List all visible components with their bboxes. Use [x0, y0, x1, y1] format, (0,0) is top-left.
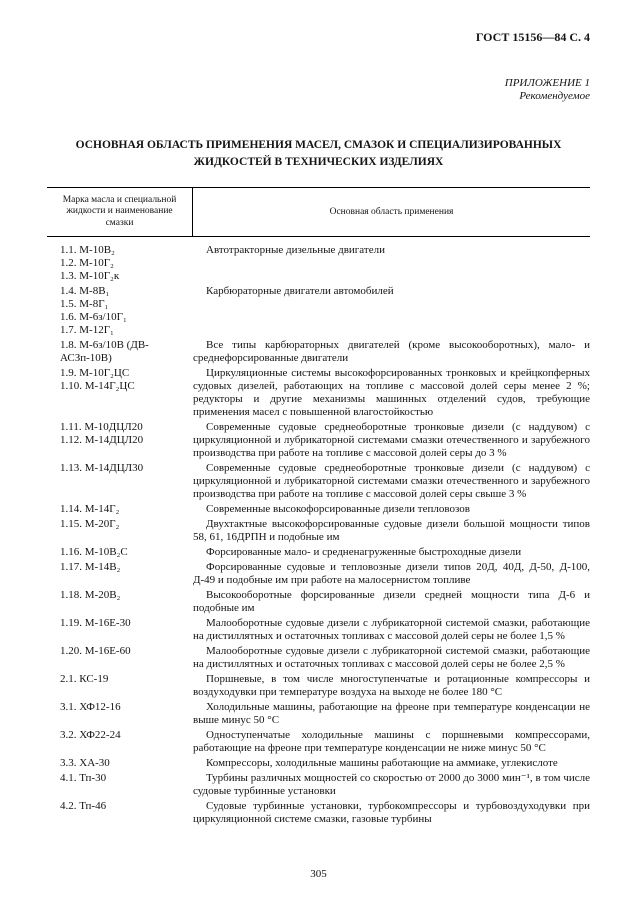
mark-label: 1.10. М-14Г₂ЦС [60, 380, 135, 392]
mark-list [47, 518, 193, 544]
mark-label: 1.14. М-14Г₂ [60, 503, 120, 515]
column-header-application: Основная область применения [329, 207, 454, 217]
mark-label: 1.9. М-10Г₂ЦС [60, 367, 130, 379]
mark-list [47, 617, 193, 643]
table-body [47, 237, 590, 826]
table-row [47, 701, 590, 727]
application-text: Современные высокофорсированные дизели тепловозов [206, 503, 470, 515]
mark-label: 1.2. М-10Г₂ [60, 257, 114, 269]
application-text: Малооборотные судовые дизели с лубрикаторной системой смазки, работающие на дистиллятных и остаточных топливах с массовой долей серы не более 1,5 % [193, 617, 590, 642]
mark-label: 1.4. М-8В₁ [60, 285, 110, 297]
mark-list [47, 285, 193, 337]
table-row [47, 518, 590, 544]
document-title-line1: ОСНОВНАЯ ОБЛАСТЬ ПРИМЕНЕНИЯ МАСЕЛ, СМАЗОК И СПЕЦИАЛИЗИРОВАННЫХ [75, 139, 562, 151]
application-text: Одноступенчатые холодильные машины с поршневыми компрессорами, работающие на фреоне при температуре конденсации не ниже минус 50 °С [193, 729, 590, 754]
mark-label: 1.18. М-20В₂ [60, 589, 121, 601]
mark-label: 3.1. ХФ12-16 [60, 701, 121, 713]
table-row [47, 421, 590, 460]
mark-label: 1.20. М-16Е-60 [60, 645, 131, 657]
mark-label: 3.2. ХФ22-24 [60, 729, 121, 741]
annex-label: ПРИЛОЖЕНИЕ 1 [504, 77, 590, 89]
mark-label: 3.3. ХА-30 [60, 757, 110, 769]
table-row [47, 244, 590, 283]
table-row [47, 645, 590, 671]
table-row [47, 339, 590, 365]
mark-label: 1.8. М-6з/10В (ДВ-АСЗп-10В) [60, 339, 149, 364]
application-text: Современные судовые среднеоборотные тронковые дизели (с наддувом) с циркуляционной и лубрикаторной системами смазки отечественного и зарубежного производства при работе на топливе с массовой долей серы свыше 3 % [193, 462, 590, 500]
application-text: Компрессоры, холодильные машины работающие на аммиаке, углекислоте [206, 757, 558, 769]
mark-list [47, 701, 193, 727]
mark-list [47, 367, 193, 419]
table-row [47, 772, 590, 798]
mark-label: 1.5. М-8Г₁ [60, 298, 109, 310]
application-text: Турбины различных мощностей со скоростью от 2000 до 3000 мин⁻¹, в том числе судовые турбинные установки [193, 772, 590, 797]
application-text: Форсированные мало- и средненагруженные быстроходные дизели [206, 546, 522, 558]
mark-list [47, 421, 193, 460]
mark-label: 1.3. М-10Г₂к [60, 270, 120, 282]
mark-label: 1.12. М-14ДЦЛ20 [60, 434, 144, 446]
mark-label: 1.13. М-14ДЦЛ30 [60, 462, 144, 474]
mark-list [47, 503, 193, 516]
application-text: Форсированные судовые и тепловозные дизели типов 20Д, 40Д, Д-50, Д-100, Д-49 и подобные им при работе на малосернистом топливе [193, 561, 590, 586]
application-text: Карбюраторные двигатели автомобилей [206, 285, 394, 297]
mark-label: 2.1. КС-19 [60, 673, 109, 685]
mark-label: 1.11. М-10ДЦЛ20 [60, 421, 143, 433]
table-row [47, 729, 590, 755]
annex-note: Рекомендуемое [519, 90, 590, 102]
mark-label: 4.2. Тп-46 [60, 800, 107, 812]
mark-label: 1.6. М-6з/10Г₁ [60, 311, 127, 323]
mark-label: 1.7. М-12Г₁ [60, 324, 114, 336]
mark-list [47, 772, 193, 798]
mark-label: 1.1. М-10В₂ [60, 244, 115, 256]
mark-list [47, 244, 193, 283]
table-row [47, 462, 590, 501]
application-text: Малооборотные судовые дизели с лубрикаторной системой смазки, работающие на дистиллятных и остаточных топливах с массовой долей серы не более 2,5 % [193, 645, 590, 670]
application-text: Высокооборотные форсированные дизели средней мощности типа Д-6 и подобные им [193, 589, 590, 614]
mark-list [47, 800, 193, 826]
mark-list [47, 546, 193, 559]
mark-list [47, 729, 193, 755]
table-row [47, 546, 590, 559]
mark-label: 4.1. Тп-30 [60, 772, 107, 784]
document-title-line2: ЖИДКОСТЕЙ В ТЕХНИЧЕСКИХ ИЗДЕЛИЯХ [193, 156, 444, 168]
page-number: 305 [310, 868, 327, 880]
mark-label: 1.19. М-16Е-30 [60, 617, 131, 629]
table-row [47, 757, 590, 770]
table-row [47, 367, 590, 419]
mark-list [47, 339, 193, 365]
table-row [47, 561, 590, 587]
table-row [47, 800, 590, 826]
table-row [47, 503, 590, 516]
table-header [47, 187, 590, 237]
application-text: Холодильные машины, работающие на фреоне при температуре конденсации не выше минус 50 °С [193, 701, 590, 726]
doc-reference: ГОСТ 15156—84 С. 4 [475, 30, 590, 44]
mark-list [47, 561, 193, 587]
mark-list [47, 462, 193, 501]
column-header-mark: Марка масла и специальной жидкости и наименование смазки [47, 188, 193, 236]
application-text: Циркуляционные системы высокофорсированных тронковых и крейцкопферных судовых дизелей, работающих на топливе с массовой долей серы менее 2 %; редукторы и другие механизмы машинных отделений судов, требующие применения масел с повышенной влагостойкостью [193, 367, 590, 418]
annex-block [47, 77, 590, 103]
mark-list [47, 673, 193, 699]
mark-label: 1.17. М-14В₂ [60, 561, 121, 573]
mark-label: 1.16. М-10В₂С [60, 546, 128, 558]
application-text: Современные судовые среднеоборотные тронковые дизели (с наддувом) с циркуляционной и лубрикаторной системами смазки отечественного и зарубежного производства при работе на топливе с массовой долей серы до 3 % [193, 421, 590, 459]
table-row [47, 589, 590, 615]
application-text: Автотракторные дизельные двигатели [206, 244, 385, 256]
application-text: Двухтактные высокофорсированные судовые дизели большой мощности типов 58, 61, 16ДРПН и подобные им [193, 518, 590, 543]
application-text: Все типы карбюраторных двигателей (кроме высокооборотных), мало- и среднефорсированные двигатели [193, 339, 590, 364]
mark-label: 1.15. М-20Г₂ [60, 518, 120, 530]
mark-list [47, 757, 193, 770]
table-row [47, 673, 590, 699]
table-row [47, 617, 590, 643]
application-text: Судовые турбинные установки, турбокомпрессоры и турбовоздуходувки при циркуляционной системе смазки, газовые турбины [193, 800, 590, 825]
mark-list [47, 645, 193, 671]
application-table [47, 187, 590, 826]
document-title [47, 137, 590, 171]
application-text: Поршневые, в том числе многоступенчатые и ротационные компрессоры и воздуходувки при температуре воздуха на выходе не более 180 °С [193, 673, 590, 698]
table-row [47, 285, 590, 337]
mark-list [47, 589, 193, 615]
